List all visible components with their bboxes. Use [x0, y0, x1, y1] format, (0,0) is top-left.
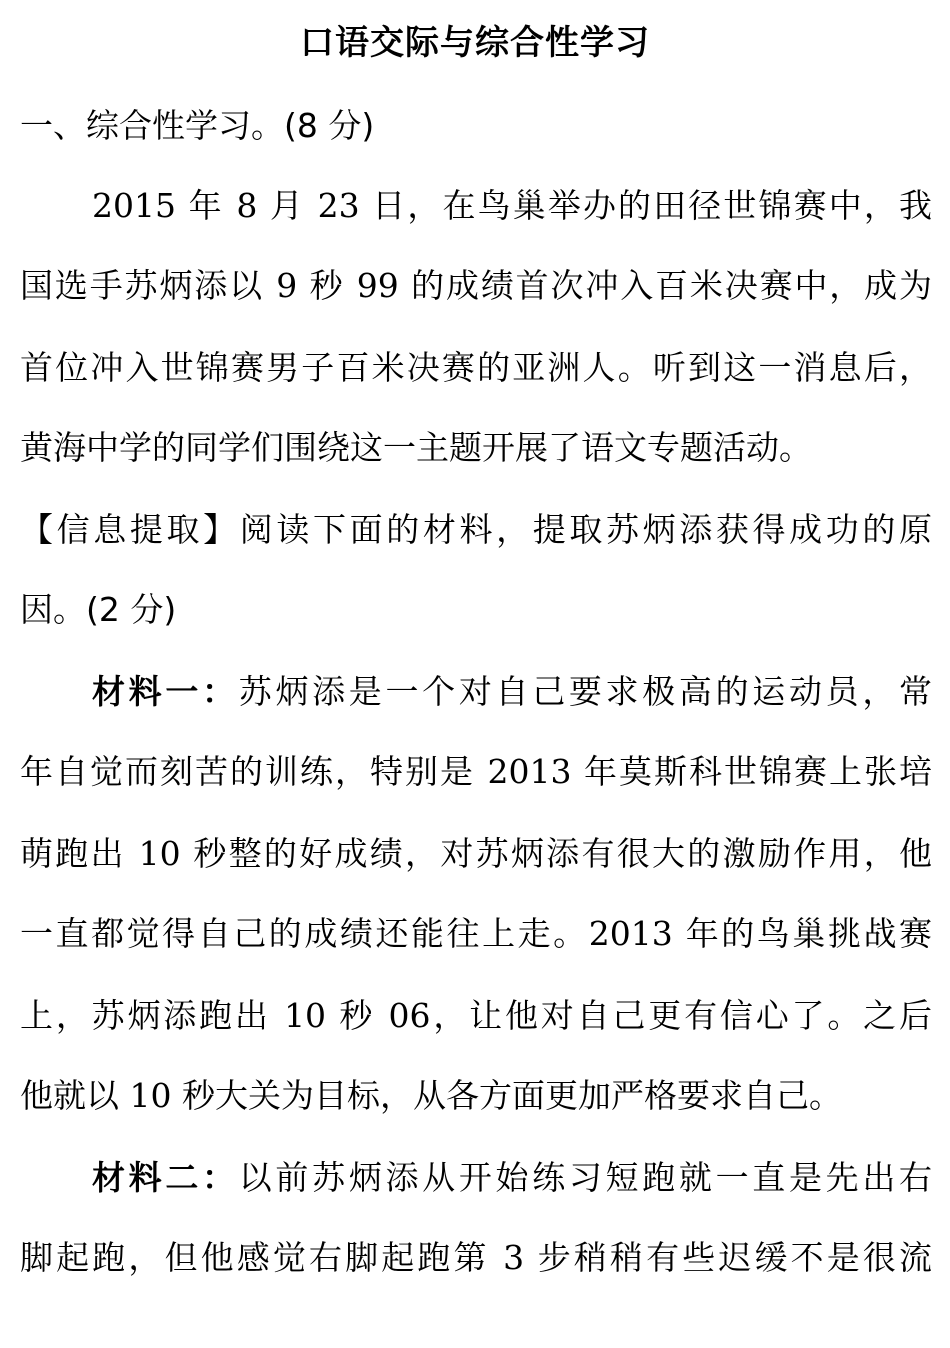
material-1-line-2: 年自觉而刻苦的训练，特别是 2013 年莫斯科世锦赛上张培 [20, 752, 932, 791]
material-1-line-1 [92, 662, 932, 722]
task-label: 【信息提取】 [20, 510, 240, 549]
section-heading: 一、综合性学习。(8 分) [20, 106, 375, 145]
material-2-text: 以前苏炳添从开始练习短跑就一直是先出右 [238, 1158, 932, 1197]
intro-line-1: 2015 年 8 月 23 日，在鸟巢举办的田径世锦赛中，我 [92, 186, 932, 225]
intro-line-4: 黄海中学的同学们围绕这一主题开展了语文专题活动。 [20, 428, 812, 467]
task-line-1 [20, 500, 932, 560]
intro-line-2: 国选手苏炳添以 9 秒 99 的成绩首次冲入百米决赛中，成为 [20, 266, 932, 305]
material-1-label: 材料一： [92, 672, 239, 711]
page-title: 口语交际与综合性学习 [300, 23, 650, 63]
task-text: 阅读下面的材料，提取苏炳添获得成功的原 [239, 510, 932, 549]
task-line-2: 因。(2 分) [20, 590, 177, 629]
material-1-line-4: 一直都觉得自己的成绩还能往上走。2013 年的鸟巢挑战赛 [20, 914, 932, 953]
intro-line-3: 首位冲入世锦赛男子百米决赛的亚洲人。听到这一消息后， [20, 348, 932, 387]
material-1-line-3: 萌跑出 10 秒整的好成绩，对苏炳添有很大的激励作用，他 [20, 834, 932, 873]
material-1-line-5: 上，苏炳添跑出 10 秒 06，让他对自己更有信心了。之后 [20, 996, 932, 1035]
material-1-line-6: 他就以 10 秒大关为目标，从各方面更加严格要求自己。 [20, 1076, 842, 1115]
material-2-line-2: 脚起跑，但他感觉右脚起跑第 3 步稍稍有些迟缓不是很流 [20, 1238, 932, 1277]
material-1-text: 苏炳添是一个对自己要求极高的运动员，常 [238, 672, 932, 711]
material-2-line-1 [92, 1148, 932, 1208]
material-2-label: 材料二： [92, 1158, 239, 1197]
